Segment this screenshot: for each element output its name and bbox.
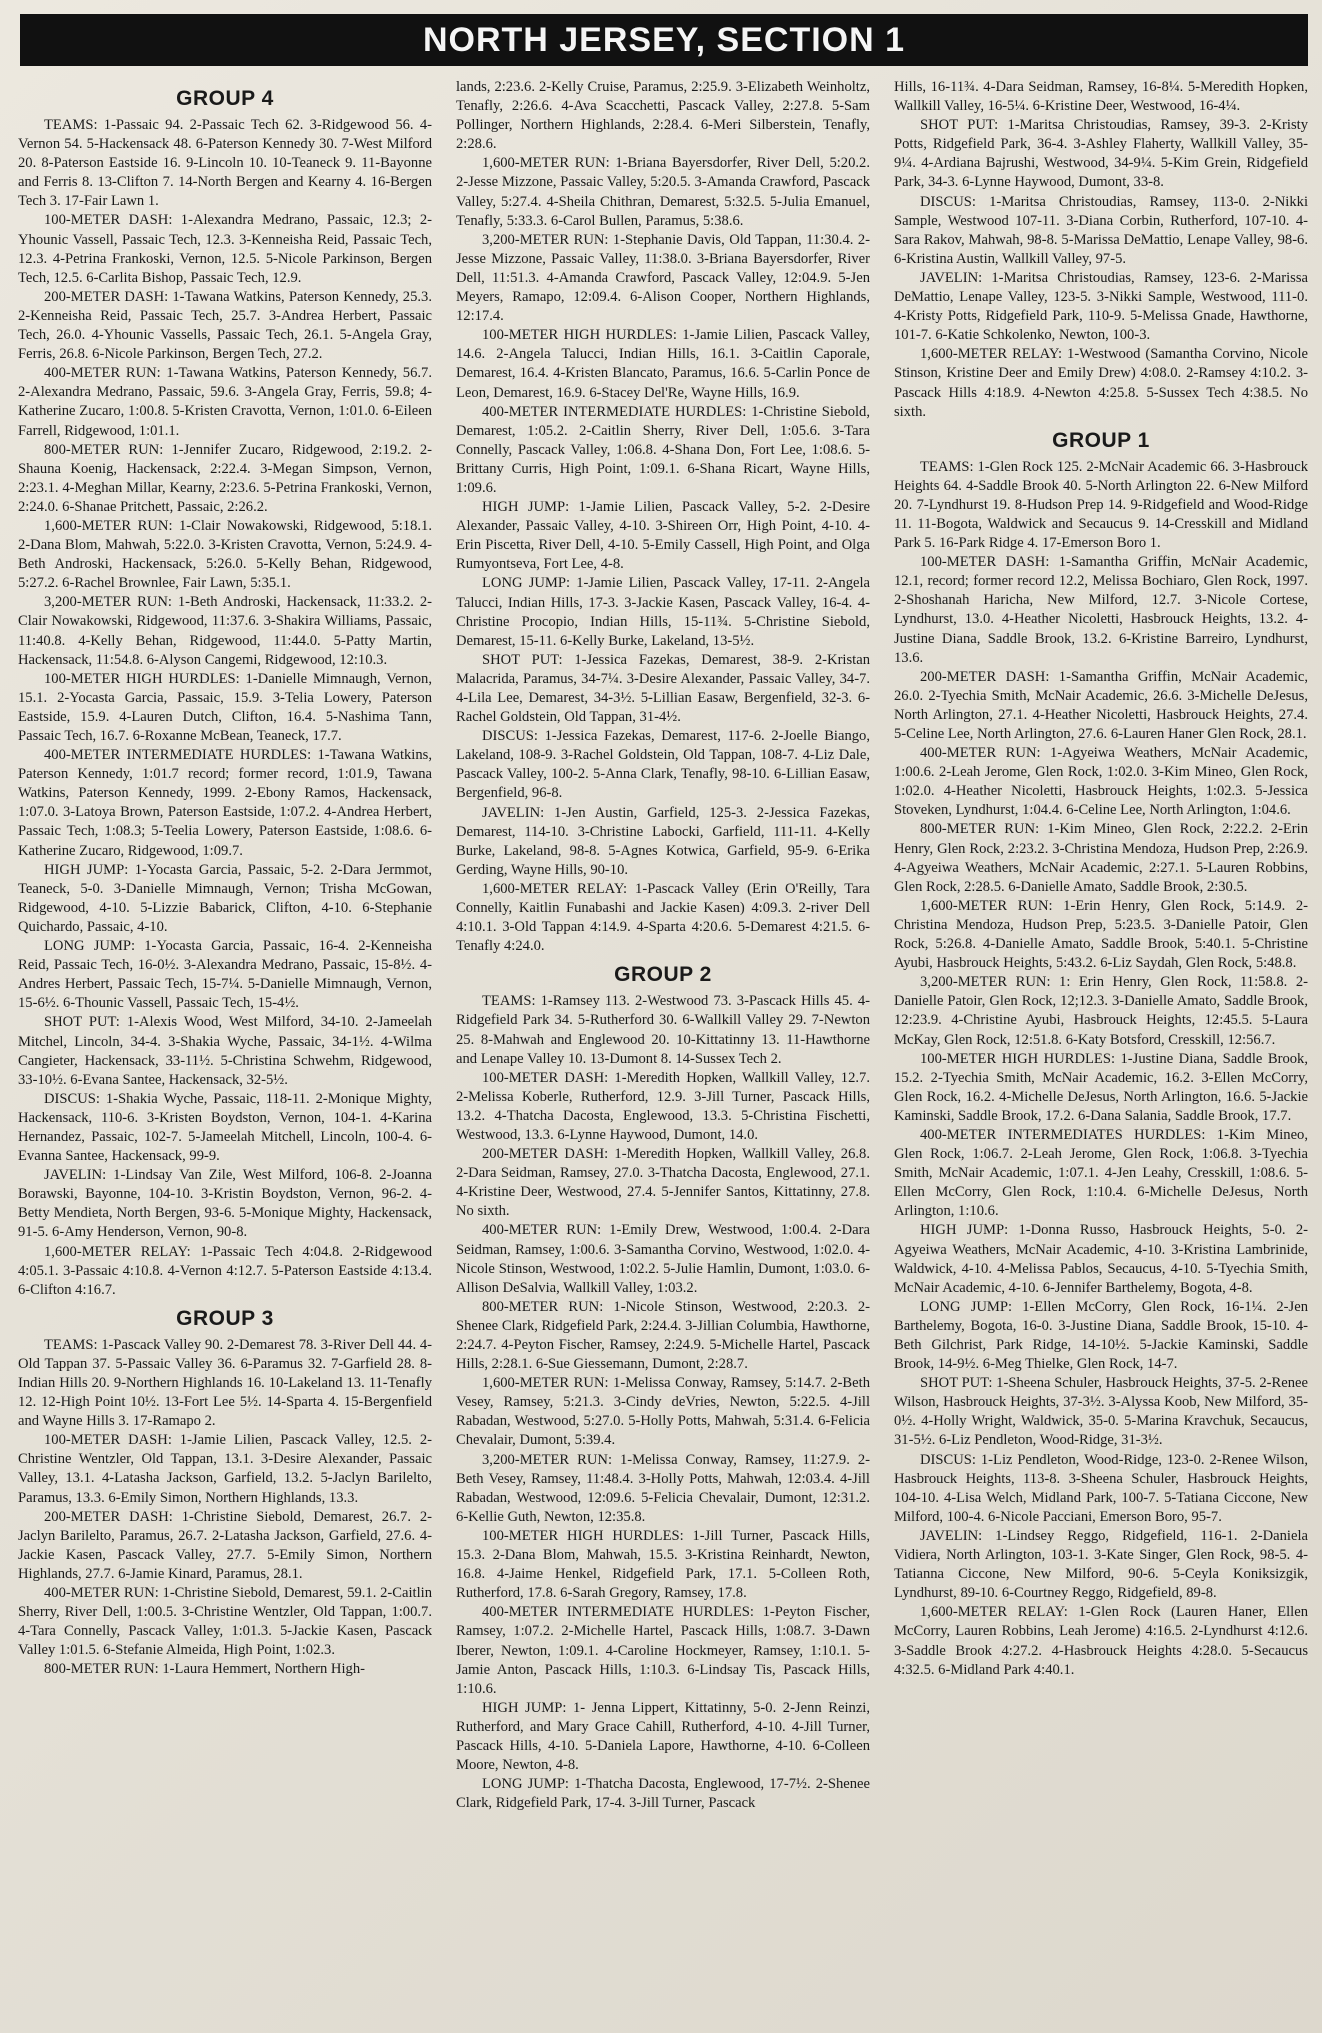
results-paragraph: 200-METER DASH: 1-Samantha Griffin, McNair Academic, 26.0. 2-Tyechia Smith, McNair Academic, 26.6. 3-Michelle DeJesus, North Arlington, 27.1. 4-Heather Nicoletti, Hasbrouck Heights, 27.4. 5-Celine Lee, North Arlington, 27.6. 6-Lauren Haner Glen Rock, 28.1. — [894, 668, 1308, 742]
results-paragraph: 400-METER RUN: 1-Emily Drew, Westwood, 1:00.4. 2-Dara Seidman, Ramsey, 1:00.6. 3-Samantha Corvino, Westwood, 1:02.0. 4-Nicole Stinson, Westwood, 1:02.2. 5-Julie Hamlin, Dumont, 1:03.0. 6-Allison DeSalvia, Wallkill Valley, 1:03.2. — [456, 1222, 870, 1296]
results-paragraph: 3,200-METER RUN: 1: Erin Henry, Glen Rock, 11:58.8. 2-Danielle Patoir, Glen Rock, 12;12.3. 3-Danielle Amato, Saddle Brook, 12:23.9. 4-Christine Ayubi, Hasbrouck Heights, 12:45.5. 5-Laura McKay, Glen Rock, 12:51.8. 6-Katy Botsford, Cresskill, 12:56.7. — [894, 974, 1308, 1048]
results-paragraph: 200-METER DASH: 1-Meredith Hopken, Wallkill Valley, 26.8. 2-Dara Seidman, Ramsey, 27.0. 3-Thatcha Dacosta, Englewood, 27.1. 4-Kristine Deer, Westwood, 27.4. 5-Jennifer Santos, Kittatinny, 27.8. No sixth. — [456, 1146, 870, 1220]
results-paragraph: 1,600-METER RELAY: 1-Westwood (Samantha Corvino, Nicole Stinson, Kristine Deer and Emily Drew) 4:08.0. 2-Ramsey 4:10.2. 3-Pascack Hills 4:18.9. 4-Newton 4:25.8. 5-Sussex Tech 4:38.5. No sixth. — [894, 346, 1308, 420]
results-paragraph: 200-METER DASH: 1-Tawana Watkins, Paterson Kennedy, 25.3. 2-Kenneisha Reid, Passaic Tech, 25.7. 3-Andrea Herbert, Passaic Tech, 26.0. 4-Yhounic Vassells, Passaic Tech, 26.1. 5-Angela Gray, Ferris, 26.8. 6-Nicole Parkinson, Bergen Tech, 27.2. — [18, 288, 432, 363]
results-paragraph: HIGH JUMP: 1-Yocasta Garcia, Passaic, 5-2. 2-Dara Jermmot, Teaneck, 5-0. 3-Danielle Mimnaugh, Vernon; Trisha McGowan, Ridgewood, 4-10. 5-Lizzie Babarick, Clifton, 4-10. 6-Stephanie Quichardo, Passaic, 4-10. — [18, 861, 432, 935]
results-paragraph: 100-METER DASH: 1-Alexandra Medrano, Passaic, 12.3; 2-Yhounic Vassell, Passaic Tech, 12.3. 3-Kenneisha Reid, Passaic Tech, 12.3. 4-Petrina Frankoski, Vernon, 12.5. 5-Nicole Parkinson, Bergen Tech, 12.5. 6-Carlita Bishop, Passaic Tech, 12.9. — [18, 212, 432, 286]
results-paragraph: SHOT PUT: 1-Jessica Fazekas, Demarest, 38-9. 2-Kristan Malacrida, Paramus, 34-7¼. 3-Desire Alexander, Passaic Valley, 34-7. 4-Lila Lee, Demarest, 34-3½. 5-Lillian Easaw, Bergenfield, 32-3. 6-Rachel Goldstein, Old Tappan, 31-4½. — [456, 651, 870, 726]
results-paragraph: LONG JUMP: 1-Jamie Lilien, Pascack Valley, 17-11. 2-Angela Talucci, Indian Hills, 17-3. 3-Jackie Kasen, Pascack Valley, 16-4. 4-Christine Procopio, Indian Hills, 15-11¾. 5-Christine Siebold, Demarest, 15-11. 6-Kelly Burke, Lakeland, 13-5½. — [456, 575, 870, 649]
results-paragraph: LONG JUMP: 1-Thatcha Dacosta, Englewood, 17-7½. 2-Shenee Clark, Ridgefield Park, 17-4. 3-Jill Turner, Pascack — [456, 1776, 870, 1812]
results-columns — [18, 78, 1308, 2023]
results-column-1 — [18, 78, 432, 2023]
results-paragraph: 400-METER INTERMEDIATES HURDLES: 1-Kim Mineo, Glen Rock, 1:06.7. 2-Leah Jerome, Glen Rock, 1:06.8. 3-Tyechia Smith, McNair Academic, 1:07.1. 4-Jen Leahy, Cresskill, 1:08.6. 5-Ellen McCorry, Glen Rock, 1:10.4. 6-Michelle DeJesus, North Arlington, 1:10.6. — [894, 1126, 1308, 1220]
results-paragraph: TEAMS: 1-Glen Rock 125. 2-McNair Academic 66. 3-Hasbrouck Heights 64. 4-Saddle Brook 40. 5-North Arlington 22. 6-New Milford 20. 7-Lyndhurst 19. 8-Hudson Prep 14. 9-Ridgefield and Wood-Ridge 11. 11-Bogota, Waldwick and Secaucus 9. 14-Cresskill and Midland Park 5. 16-Park Ridge 4. 17-Emerson Boro 1. — [894, 458, 1308, 552]
results-paragraph: DISCUS: 1-Shakia Wyche, Passaic, 118-11. 2-Monique Mighty, Hackensack, 110-6. 3-Kristen Boydston, Vernon, 104-1. 4-Karina Hernandez, Passaic, 102-7. 5-Jameelah Mitchell, Lincoln, 100-4. 6-Evanna Santee, Hackensack, 99-9. — [18, 1090, 432, 1165]
results-paragraph-continued: Hills, 16-11¾. 4-Dara Seidman, Ramsey, 16-8¼. 5-Meredith Hopken, Wallkill Valley, 16-5¼. 6-Kristine Deer, Westwood, 16-4¼. — [894, 79, 1308, 115]
results-paragraph: HIGH JUMP: 1-Donna Russo, Hasbrouck Heights, 5-0. 2-Agyeiwa Weathers, McNair Academic, 4-10. 3-Kristina Lambrinide, Waldwick, 4-10. 4-Melissa Pablos, Secaucus, 4-10. 5-Tyechia Smith, McNair Academic, 4-10. 6-Jennifer Barthelemy, Bogota, 4-8. — [894, 1222, 1308, 1296]
results-paragraph: 100-METER DASH: 1-Samantha Griffin, McNair Academic, 12.1, record; former record 12.2, Melissa Bochiaro, Glen Rock, 1997. 2-Shoshanah Haricha, New Milford, 12.7. 3-Nicole Cortese, Lyndhurst, 13.0. 4-Heather Nicoletti, Hasbrouck Heights, 13.2. 4-Justine Diana, Saddle Brook, 13.2. 6-Kristine Barreiro, Lyndhurst, 13.6. — [894, 554, 1308, 666]
results-paragraph: 1,600-METER RUN: 1-Briana Bayersdorfer, River Dell, 5:20.2. 2-Jesse Mizzone, Passaic Valley, 5:20.5. 3-Amanda Crawford, Pascack Valley, 5:27.4. 4-Sheila Chithran, Demarest, 5:32.5. 5-Julia Emanuel, Tenafly, 5:33.3. 6-Carol Bullen, Paramus, 5:38.6. — [456, 155, 870, 229]
results-paragraph: HIGH JUMP: 1-Jamie Lilien, Pascack Valley, 5-2. 2-Desire Alexander, Passaic Valley, 4-10. 3-Shireen Orr, High Point, 4-10. 4-Erin Piscetta, River Dell, 4-10. 5-Emily Cassell, High Point, and Olga Rumyontseva, Fort Lee, 4-8. — [456, 499, 870, 573]
results-paragraph: JAVELIN: 1-Lindsey Reggo, Ridgefield, 116-1. 2-Daniela Vidiera, North Arlington, 103-1. 3-Kate Singer, Glen Rock, 98-5. 4-Tatianna Ciccone, New Milford, 90-6. 5-Ceyla Koniksizgik, Lyndhurst, 89-10. 6-Courtney Reggo, Ridgefield, 89-8. — [894, 1527, 1308, 1602]
results-paragraph: LONG JUMP: 1-Yocasta Garcia, Passaic, 16-4. 2-Kenneisha Reid, Passaic Tech, 16-0½. 3-Alexandra Medrano, Passaic, 15-8½. 4-Andres Herbert, Passaic Tech, 15-7¼. 5-Danielle Mimnaugh, Vernon, 15-6½. 6-Thounic Vassell, Passaic Tech, 15-4½. — [18, 938, 432, 1012]
results-paragraph: 100-METER HIGH HURDLES: 1-Justine Diana, Saddle Brook, 15.2. 2-Tyechia Smith, McNair Academic, 16.2. 3-Ellen McCorry, Glen Rock, 16.2. 4-Michelle DeJesus, North Arlington, 16.6. 5-Jackie Kaminski, Saddle Brook, 17.2. 6-Dana Salania, Saddle Brook, 17.7. — [894, 1050, 1308, 1124]
results-paragraph: 400-METER RUN: 1-Christine Siebold, Demarest, 59.1. 2-Caitlin Sherry, River Dell, 1:00.5. 3-Christine Wentzler, Old Tappan, 1:00.7. 4-Tara Connelly, Pascack Valley, 1:01.3. 5-Jackie Kasen, Pascack Valley 1:01.5. 6-Stefanie Almeida, High Point, 1:02.3. — [18, 1585, 432, 1659]
results-paragraph: 1,600-METER RELAY: 1-Pascack Valley (Erin O'Reilly, Tara Connelly, Kaitlin Funabashi and Jackie Kasen) 4:09.3. 2-river Dell 4:10.1. 3-Old Tappan 4:14.9. 4-Sparta 4:20.6. 5-Demarest 4:21.5. 6-Tenafly 4:24.0. — [456, 880, 870, 955]
results-paragraph: 800-METER RUN: 1-Jennifer Zucaro, Ridgewood, 2:19.2. 2-Shauna Koenig, Hackensack, 2:22.4. 3-Megan Simpson, Vernon, 2:23.1. 4-Meghan Millar, Kearny, 2:23.6. 5-Petrina Frankoski, Vernon, 2:24.0. 6-Shanae Pritchett, Passaic, 2:26.2. — [18, 441, 432, 515]
results-paragraph: 800-METER RUN: 1-Kim Mineo, Glen Rock, 2:22.2. 2-Erin Henry, Glen Rock, 2:23.2. 3-Christina Mendoza, Hudson Prep, 2:26.9. 4-Agyeiwa Weathers, McNair Academic, 2:27.1. 5-Lauren Robbins, Glen Rock, 2:28.5. 6-Danielle Amato, Saddle Brook, 2:30.5. — [894, 821, 1308, 895]
results-paragraph: 400-METER INTERMEDIATE HURDLES: 1-Tawana Watkins, Paterson Kennedy, 1:01.7 record; former record, 1:01.9, Tawana Watkins, Paterson Kennedy, 1999. 2-Ebony Ramos, Hackensack, 1:07.0. 3-Latoya Brown, Paterson Eastside, 1:07.2. 4-Andrea Herbert, Passaic Tech, 1:08.3; 5-Teelia Lowery, Paterson Eastside, 1:08.6. 6-Katherine Zucaro, Ridgewood, 1:09.7. — [18, 747, 432, 859]
results-paragraph: DISCUS: 1-Liz Pendleton, Wood-Ridge, 123-0. 2-Renee Wilson, Hasbrouck Heights, 113-8. 3-Sheena Schuler, Hasbrouck Heights, 104-10. 4-Lisa Welch, Midland Park, 100-7. 5-Tatiana Ciccone, New Milford, 100-4. 6-Nicole Pacciani, Emerson Boro, 95-7. — [894, 1451, 1308, 1525]
results-paragraph: TEAMS: 1-Passaic 94. 2-Passaic Tech 62. 3-Ridgewood 56. 4-Vernon 54. 5-Hackensack 48. 6-Paterson Kennedy 30. 7-West Milford 20. 8-Paterson Eastside 16. 9-Lincoln 10. 10-Teaneck 9. 11-Bayonne and Ferris 8. 13-Clifton 7. 14-North Bergen and Kearny 4. 16-Bergen Tech 3. 17-Fair Lawn 1. — [18, 117, 432, 210]
results-paragraph: DISCUS: 1-Jessica Fazekas, Demarest, 117-6. 2-Joelle Biango, Lakeland, 108-9. 3-Rachel Goldstein, Old Tappan, 108-7. 4-Liz Dale, Pascack Valley, 100-2. 5-Anna Clark, Tenafly, 98-10. 6-Lillian Easaw, Bergenfield, 96-8. — [456, 728, 870, 802]
results-paragraph: 100-METER HIGH HURDLES: 1-Jamie Lilien, Pascack Valley, 14.6. 2-Angela Talucci, Indian Hills, 16.1. 3-Caitlin Caporale, Demarest, 16.4. 4-Kristen Blancato, Paramus, 16.6. 5-Carlin Ponce de Leon, Demarest, 16.9. 6-Stacey Del'Re, Wayne Hills, 16.9. — [456, 327, 870, 401]
results-paragraph: 400-METER RUN: 1-Tawana Watkins, Paterson Kennedy, 56.7. 2-Alexandra Medrano, Passaic, 59.6. 3-Angela Gray, Ferris, 59.8; 4-Katherine Zucaro, 1:00.8. 5-Kristen Cravotta, Vernon, 1:01.0. 6-Eileen Farrell, Ridgewood, 1:01.1. — [18, 365, 432, 439]
results-paragraph: JAVELIN: 1-Maritsa Christoudias, Ramsey, 123-6. 2-Marissa DeMattio, Lenape Valley, 123-5. 3-Nikki Sample, Westwood, 111-0. 4-Kristy Potts, Ridgefield Park, 110-9. 5-Melissa Gnade, Hawthorne, 101-7. 6-Katie Schkolenko, Newton, 100-3. — [894, 269, 1308, 344]
results-paragraph: 1,600-METER RUN: 1-Melissa Conway, Ramsey, 5:14.7. 2-Beth Vesey, Ramsey, 5:21.3. 3-Cindy deVries, Newton, 5:22.5. 4-Jill Rabadan, Westwood, 5:27.0. 5-Holly Potts, Mahwah, 5:31.4. 6-Felicia Chevalair, Dumont, 5:39.4. — [456, 1375, 870, 1449]
results-paragraph: SHOT PUT: 1-Sheena Schuler, Hasbrouck Heights, 37-5. 2-Renee Wilson, Hasbrouck Heights, 37-3½. 3-Alyssa Koob, New Milford, 35-0½. 4-Holly Wright, Waldwick, 35-0. 5-Marina Kravchuk, Secaucus, 31-5½. 6-Liz Pendleton, Wood-Ridge, 31-3½. — [894, 1375, 1308, 1449]
results-paragraph: TEAMS: 1-Ramsey 113. 2-Westwood 73. 3-Pascack Hills 45. 4-Ridgefield Park 34. 5-Rutherford 30. 6-Wallkill Valley 29. 7-Newton 25. 8-Mahwah and Englewood 20. 10-Kittatinny 13. 11-Hawthorne and Lenape Valley 10. 13-Dumont 8. 14-Sussex Tech 2. — [456, 993, 870, 1067]
results-paragraph: HIGH JUMP: 1- Jenna Lippert, Kittatinny, 5-0. 2-Jenn Reinzi, Rutherford, and Mary Grace Cahill, Rutherford, 4-10. 4-Jill Turner, Pascack Hills, 4-10. 5-Daniela Lapore, Hawthorne, 4-10. 6-Colleen Moore, Newton, 4-8. — [456, 1699, 870, 1774]
group-heading: GROUP 2 — [614, 963, 712, 987]
results-paragraph: 1,600-METER RELAY: 1-Glen Rock (Lauren Haner, Ellen McCorry, Lauren Robbins, Leah Jerome) 4:16.5. 2-Lyndhurst 4:12.6. 3-Saddle Brook 4:27.2. 4-Hasbrouck Heights 4:28.0. 5-Secaucus 4:32.5. 6-Midland Park 4:40.1. — [894, 1604, 1308, 1678]
results-paragraph: JAVELIN: 1-Lindsay Van Zile, West Milford, 106-8. 2-Joanna Borawski, Bayonne, 104-10. 3-Kristin Boydston, Vernon, 96-2. 4-Betty Mendieta, North Bergen, 93-6. 5-Monique Mighty, Hackensack, 91-5. 6-Amy Henderson, Vernon, 90-8. — [18, 1167, 432, 1241]
results-paragraph: SHOT PUT: 1-Maritsa Christoudias, Ramsey, 39-3. 2-Kristy Potts, Ridgefield Park, 36-4. 3-Ashley Flaherty, Wallkill Valley, 35-9¼. 4-Ardiana Bajrushi, Westwood, 34-9¼. 5-Kim Grein, Ridgefield Park, 34-3. 6-Lynne Haywood, Dumont, 33-8. — [894, 117, 1308, 191]
results-paragraph: 3,200-METER RUN: 1-Beth Androski, Hackensack, 11:33.2. 2-Clair Nowakowski, Ridgewood, 11:37.6. 3-Shakira Williams, Passaic, 11:40.8. 4-Kelly Behan, Ridgewood, 11:44.0. 5-Patty Martin, Hackensack, 11:54.8. 6-Alyson Cangemi, Ridgewood, 12:10.3. — [18, 594, 432, 668]
results-paragraph: 1,600-METER RELAY: 1-Passaic Tech 4:04.8. 2-Ridgewood 4:05.1. 3-Passaic 4:10.8. 4-Vernon 4:12.7. 5-Paterson Eastside 4:13.4. 6-Clifton 4:16.7. — [18, 1243, 432, 1298]
results-paragraph: 3,200-METER RUN: 1-Stephanie Davis, Old Tappan, 11:30.4. 2-Jesse Mizzone, Passaic Valley, 11:38.0. 3-Briana Bayersdorfer, River Dell, 11:51.3. 4-Amanda Crawford, Pascack Valley, 12:04.9. 5-Jen Meyers, Ramapo, 12:09.4. 6-Alison Cooper, Northern Highlands, 12:17.4. — [456, 231, 870, 325]
results-paragraph: LONG JUMP: 1-Ellen McCorry, Glen Rock, 16-1¼. 2-Jen Barthelemy, Bogota, 16-0. 3-Justine Diana, Saddle Brook, 15-10. 4-Beth Gilchrist, Park Ridge, 14-10½. 5-Jackie Kaminski, Saddle Brook, 14-9½. 6-Meg Thielke, Glen Rock, 14-7. — [894, 1298, 1308, 1373]
results-column-2 — [456, 78, 870, 2023]
results-paragraph: 800-METER RUN: 1-Nicole Stinson, Westwood, 2:20.3. 2-Shenee Clark, Ridgefield Park, 2:24.4. 3-Jillian Columbia, Hawthorne, 2:24.7. 4-Peyton Fischer, Ramsey, 2:24.9. 5-Michelle Hartel, Pascack Hills, 2:28.1. 6-Sue Giessemann, Dumont, 2:28.7. — [456, 1298, 870, 1373]
results-paragraph: 100-METER HIGH HURDLES: 1-Jill Turner, Pascack Hills, 15.3. 2-Dana Blom, Mahwah, 15.5. 3-Kristina Reinhardt, Newton, 16.8. 4-Jaime Henkel, Ridgefield Park, 17.1. 5-Colleen Roth, Rutherford, 17.8. 6-Sarah Gregory, Ramsey, 17.8. — [456, 1527, 870, 1602]
results-paragraph: 100-METER HIGH HURDLES: 1-Danielle Mimnaugh, Vernon, 15.1. 2-Yocasta Garcia, Passaic, 15.9. 3-Telia Lowery, Paterson Eastside, 15.9. 4-Lauren Dutch, Clifton, 16.4. 5-Nashima Tann, Passaic Tech, 16.7. 6-Roxanne McBean, Teaneck, 17.7. — [18, 670, 432, 744]
results-paragraph: 100-METER DASH: 1-Jamie Lilien, Pascack Valley, 12.5. 2-Christine Wentzler, Old Tappan, 13.1. 3-Desire Alexander, Passaic Valley, 13.1. 4-Latasha Jackson, Garfield, 13.2. 5-Jaclyn Barilelto, Paramus, 13.3. 6-Emily Simon, Northern Highlands, 13.3. — [18, 1432, 432, 1506]
group-heading: GROUP 4 — [176, 87, 274, 110]
section-title: NORTH JERSEY, SECTION 1 — [422, 20, 906, 59]
results-paragraph: 3,200-METER RUN: 1-Melissa Conway, Ramsey, 11:27.9. 2-Beth Vesey, Ramsey, 11:48.4. 3-Holly Potts, Mahwah, 12:03.4. 4-Jill Rabadan, Westwood, 12:09.6. 5-Felicia Chevalair, Dumont, 12:31.2. 6-Kellie Guth, Newton, 12:35.8. — [456, 1451, 870, 1525]
results-paragraph: 1,600-METER RUN: 1-Clair Nowakowski, Ridgewood, 5:18.1. 2-Dana Blom, Mahwah, 5:22.0. 3-Kristen Cravotta, Vernon, 5:24.9. 4-Beth Androski, Hackensack, 5:26.0. 5-Kelly Behan, Ridgewood, 5:27.2. 6-Rachel Brownlee, Fair Lawn, 5:35.1. — [18, 517, 432, 592]
results-paragraph: 200-METER DASH: 1-Christine Siebold, Demarest, 26.7. 2-Jaclyn Barilelto, Paramus, 26.7. 2-Latasha Jackson, Garfield, 27.6. 4-Jackie Kasen, Pascack Valley, 27.7. 5-Emily Simon, Northern Highlands, 27.7. 6-Jamie Kinard, Paramus, 28.1. — [18, 1508, 432, 1582]
results-paragraph: JAVELIN: 1-Jen Austin, Garfield, 125-3. 2-Jessica Fazekas, Demarest, 114-10. 3-Christine Labocki, Garfield, 111-11. 4-Kelly Burke, Lakeland, 98-8. 5-Agnes Kotwica, Garfield, 95-9. 6-Erika Gerding, Wayne Hills, 90-10. — [456, 804, 870, 878]
results-paragraph: DISCUS: 1-Maritsa Christoudias, Ramsey, 113-0. 2-Nikki Sample, Westwood 107-11. 3-Diana Corbin, Rutherford, 107-10. 4-Sara Rakov, Mahwah, 98-8. 5-Marissa DeMattio, Lenape Valley, 98-6. 6-Kristina Austin, Wallkill Valley, 97-5. — [894, 193, 1308, 267]
results-paragraph: 800-METER RUN: 1-Laura Hemmert, Northern High- — [44, 1661, 365, 1678]
results-paragraph: 100-METER DASH: 1-Meredith Hopken, Wallkill Valley, 12.7. 2-Melissa Koberle, Rutherford, 12.9. 3-Jill Turner, Pascack Hills, 13.2. 4-Thatcha Dacosta, Englewood, 13.3. 5-Christina Fischetti, Westwood, 13.3. 6-Lynne Haywood, Dumont, 14.0. — [456, 1069, 870, 1143]
results-paragraph-continued: lands, 2:23.6. 2-Kelly Cruise, Paramus, 2:25.9. 3-Elizabeth Weinholtz, Tenafly, 2:26.6. 4-Ava Scacchetti, Pascack Valley, 2:27.8. 5-Sam Pollinger, Northern Highlands, 2:28.4. 6-Meri Silberstein, Tenafly, 2:28.6. — [456, 79, 870, 153]
results-paragraph: TEAMS: 1-Pascack Valley 90. 2-Demarest 78. 3-River Dell 44. 4-Old Tappan 37. 5-Passaic Valley 36. 6-Paramus 32. 7-Garfield 28. 8-Indian Hills 20. 9-Northern Highlands 16. 10-Lakeland 13. 11-Tenafly 12. 12-High Point 10½. 13-Fort Lee 5½. 14-Sparta 4. 15-Bergenfield and Wayne Hills 3. 17-Ramapo 2. — [18, 1336, 432, 1430]
group-heading: GROUP 3 — [176, 1306, 274, 1330]
section-banner — [20, 14, 1308, 66]
results-paragraph: SHOT PUT: 1-Alexis Wood, West Milford, 34-10. 2-Jameelah Mitchel, Lincoln, 34-4. 3-Shakia Wyche, Passaic, 34-1½. 4-Wilma Cangieter, Hackensack, 33-11½. 5-Christina Schwehm, Ridgewood, 33-10½. 6-Evana Santee, Hackensack, 32-5½. — [18, 1014, 432, 1088]
results-paragraph: 400-METER RUN: 1-Agyeiwa Weathers, McNair Academic, 1:00.6. 2-Leah Jerome, Glen Rock, 1:02.0. 3-Kim Mineo, Glen Rock, 1:02.0. 4-Heather Nicoletti, Hasbrouck Heights, 1:02.3. 5-Jessica Stoveken, Lyndhurst, 1:04.4. 6-Celine Lee, North Arlington, 1:04.6. — [894, 745, 1308, 819]
results-paragraph: 400-METER INTERMEDIATE HURDLES: 1-Peyton Fischer, Ramsey, 1:07.2. 2-Michelle Hartel, Pascack Hills, 1:08.7. 3-Dawn Iberer, Newton, 1:09.1. 4-Caroline Hockmeyer, Ramsey, 1:10.1. 5-Jamie Anton, Pascack Hills, 1:10.3. 6-Lindsay Tis, Pascack Hills, 1:10.6. — [456, 1604, 870, 1697]
results-paragraph: 400-METER INTERMEDIATE HURDLES: 1-Christine Siebold, Demarest, 1:05.2. 2-Caitlin Sherry, River Dell, 1:05.6. 3-Tara Connelly, Pascack Valley, 1:06.8. 4-Shana Don, Fort Lee, 1:08.6. 5-Brittany Curris, High Point, 1:09.1. 6-Shana Ricart, Wayne Hills, 1:09.6. — [456, 403, 870, 496]
results-paragraph: 1,600-METER RUN: 1-Erin Henry, Glen Rock, 5:14.9. 2-Christina Mendoza, Hudson Prep, 5:23.5. 3-Danielle Patoir, Glen Rock, 5:26.8. 4-Danielle Amato, Saddle Brook, 5:40.1. 5-Christine Ayubi, Hasbrouck Heights, 5:43.2. 6-Liz Saydah, Glen Rock, 5:48.8. — [894, 897, 1308, 972]
group-heading: GROUP 1 — [1052, 428, 1150, 452]
results-column-3 — [894, 78, 1308, 2023]
